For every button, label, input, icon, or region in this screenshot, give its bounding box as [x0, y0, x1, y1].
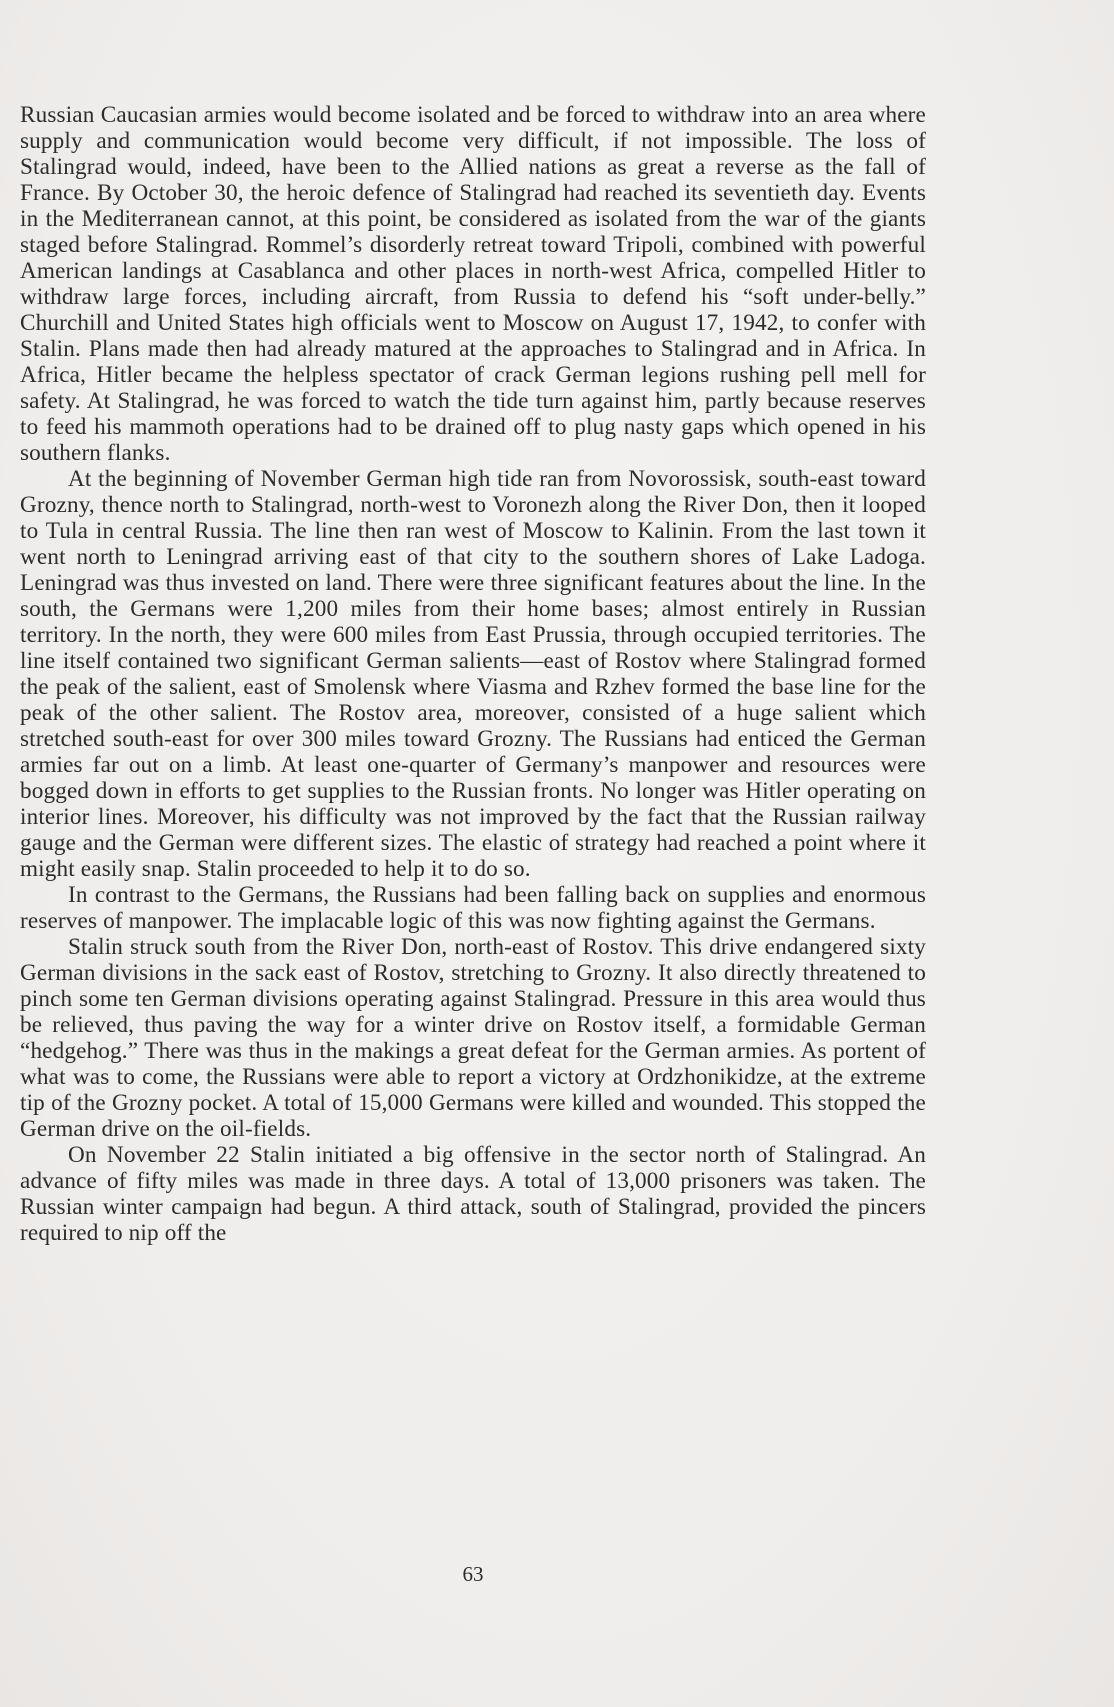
page-number: 63 [462, 1562, 484, 1586]
paragraph: Stalin struck south from the River Don, north-east of Rostov. This drive endangered sixty German divisions in the sack east of Rostov, stretching to Grozny. It also directly threatened to pinch some ten German divisions operating against Stalingrad. Pressure in this area would thus be relieved, thus paving the way for a winter drive on Rostov itself, a formidable German “hedgehog.” There was thus in the makings a great defeat for the German armies. As portent of what was to come, the Russians were able to report a victory at Ordzhonikidze, at the extreme tip of the Grozny pocket. A total of 15,000 Germans were killed and wounded. This stopped the German drive on the oil-fields. [20, 934, 926, 1142]
paragraph: Russian Caucasian armies would become isolated and be forced to withdraw into an area where supply and communication would become very difficult, if not impossible. The loss of Stalingrad would, indeed, have been to the Allied nations as great a reverse as the fall of France. By October 30, the heroic defence of Stalingrad had reached its seventieth day. Events in the Mediterranean cannot, at this point, be considered as isolated from the war of the giants staged before Stalingrad. Rommel’s disorderly retreat toward Tripoli, combined with powerful American landings at Casablanca and other places in north-west Africa, compelled Hitler to withdraw large forces, including aircraft, from Russia to defend his “soft under-belly.” Churchill and United States high officials went to Moscow on August 17, 1942, to confer with Stalin. Plans made then had already matured at the approaches to Stalingrad and in Africa. In Africa, Hitler became the helpless spectator of crack German legions rushing pell mell for safety. At Stalingrad, he was forced to watch the tide turn against him, partly because reserves to feed his mammoth operations had to be drained off to plug nasty gaps which opened in his southern flanks. [20, 102, 926, 466]
paragraph: In contrast to the Germans, the Russians had been falling back on supplies and enormous reserves of manpower. The implacable logic of this was now fighting against the Germans. [20, 882, 926, 934]
body-text [20, 102, 926, 1246]
paragraph: On November 22 Stalin initiated a big offensive in the sector north of Stalingrad. An advance of fifty miles was made in three days. A total of 13,000 prisoners was taken. The Russian winter campaign had begun. A third attack, south of Stalingrad, provided the pincers required to nip off the [20, 1142, 926, 1246]
paragraph: At the beginning of November German high tide ran from Novorossisk, south-east toward Grozny, thence north to Stalingrad, north-west to Voronezh along the River Don, then it looped to Tula in central Russia. The line then ran west of Moscow to Kalinin. From the last town it went north to Leningrad arriving east of that city to the southern shores of Lake Ladoga. Leningrad was thus invested on land. There were three significant features about the line. In the south, the Germans were 1,200 miles from their home bases; almost entirely in Russian territory. In the north, they were 600 miles from East Prussia, through occupied territories. The line itself contained two significant German salients—east of Rostov where Stalingrad formed the peak of the salient, east of Smolensk where Viasma and Rzhev formed the base line for the peak of the other salient. The Rostov area, moreover, consisted of a huge salient which stretched south-east for over 300 miles toward Grozny. The Russians had enticed the German armies far out on a limb. At least one-quarter of Germany’s manpower and resources were bogged down in efforts to get supplies to the Russian fronts. No longer was Hitler operating on interior lines. Moreover, his difficulty was not improved by the fact that the Russian railway gauge and the German were different sizes. The elastic of strategy had reached a point where it might easily snap. Stalin proceeded to help it to do so. [20, 466, 926, 882]
